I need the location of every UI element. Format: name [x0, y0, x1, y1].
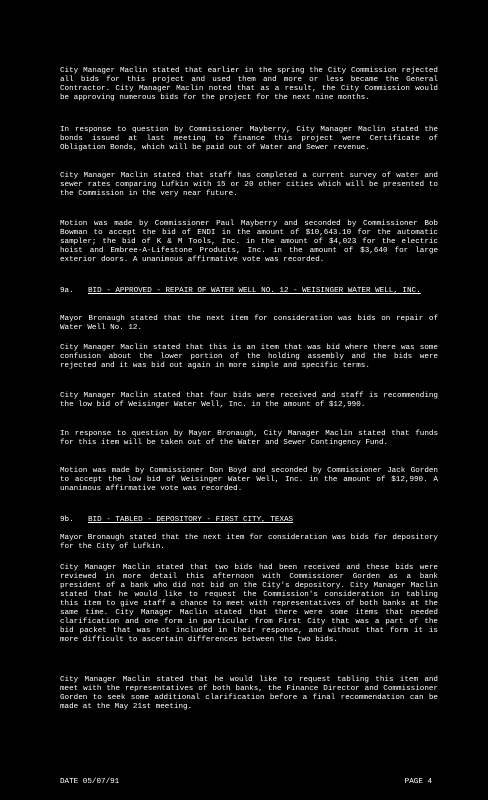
paragraph-9: Motion was made by Commissioner Don Boyd and seconded by Commissioner Jack Gorden to accept the low bid of Weisinger Water Well, Inc. in the amount of $12,990. A unanimous affirmative vote was recorded.	[60, 467, 438, 493]
section-title: BID - APPROVED - REPAIR OF WATER WELL NO. 12 - WEISINGER WATER WELL, INC.	[88, 287, 421, 295]
section-number: 9a.	[60, 287, 74, 295]
footer-page-number: PAGE 4	[404, 778, 432, 786]
paragraph-3: City Manager Maclin stated that staff has completed a current survey of water and sewer rates comparing Lufkin with 15 or 20 other cities which will be presented to the Commission in the very near future.	[60, 172, 438, 198]
paragraph-11: City Manager Maclin stated that two bids had been received and these bids were reviewed in more detail this afternoon with Commissioner Gorden as a bank president of a bank who did not bid on the City's depository. City Manager Maclin stated that he would like to request the Commission's consideration in tabling this item to give staff a chance to meet with representatives of both banks at the same time. City Manager Maclin stated that there were some items that needed clarification and one form in particular from First City that was a part of the bid packet that was not included in their response, and without that form it is more difficult to ascertain differences between the two bids.	[60, 564, 438, 644]
paragraph-1: City Manager Maclin stated that earlier in the spring the City Commission rejected all bids for this project and used them and more or less became the General Contractor. City Manager Maclin noted that as a result, the City Commission would be approving numerous bids for the project for the next nine months.	[60, 67, 438, 102]
section-title: BID - TABLED - DEPOSITORY - FIRST CITY, TEXAS	[88, 516, 294, 524]
section-heading-9a	[60, 287, 438, 296]
paragraph-2: In response to question by Commissioner Mayberry, City Manager Maclin stated the bonds issued at last meeting to finance this project were Certificate of Obligation Bonds, which will be paid out of Water and Sewer revenue.	[60, 126, 438, 152]
page-footer	[60, 778, 432, 787]
paragraph-7: City Manager Maclin stated that four bids were received and staff is recommending the low bid of Weisinger Water Well, Inc. in the amount of $12,990.	[60, 392, 438, 409]
paragraph-6: City Manager Maclin stated that this is an item that was bid where there was some confusion about the lower portion of the holding assembly and the bids were rejected and it was bid out again in more simple and specific terms.	[60, 344, 438, 370]
footer-date: DATE 05/07/91	[60, 778, 120, 786]
paragraph-5: Mayor Bronaugh stated that the next item for consideration was bids on repair of Water Well No. 12.	[60, 315, 438, 332]
section-number: 9b.	[60, 516, 74, 524]
paragraph-4: Motion was made by Commissioner Paul Mayberry and seconded by Commissioner Bob Bowman to accept the bid of ENDI in the amount of $10,643.10 for the automatic sampler; the bid of K & M Tools, Inc. in the amount of $4,023 for the electric hoist and Embree-A-Lifestone Products, Inc. in the amount of $3,640 for large exterior doors. A unanimous affirmative vote was recorded.	[60, 220, 438, 264]
paragraph-10: Mayor Bronaugh stated that the next item for consideration was bids for depository for the City of Lufkin.	[60, 534, 438, 551]
paragraph-12: City Manager Maclin stated that he would like to request tabling this item and meet with the representatives of both banks, the Finance Director and Commissioner Gorden to seek some additional clarification before a final recommendation can be made at the May 21st meeting.	[60, 676, 438, 711]
section-heading-9b	[60, 516, 438, 525]
paragraph-8: In response to question by Mayor Bronaugh, City Manager Maclin stated that funds for this item will be taken out of the Water and Sewer Contingency Fund.	[60, 430, 438, 447]
